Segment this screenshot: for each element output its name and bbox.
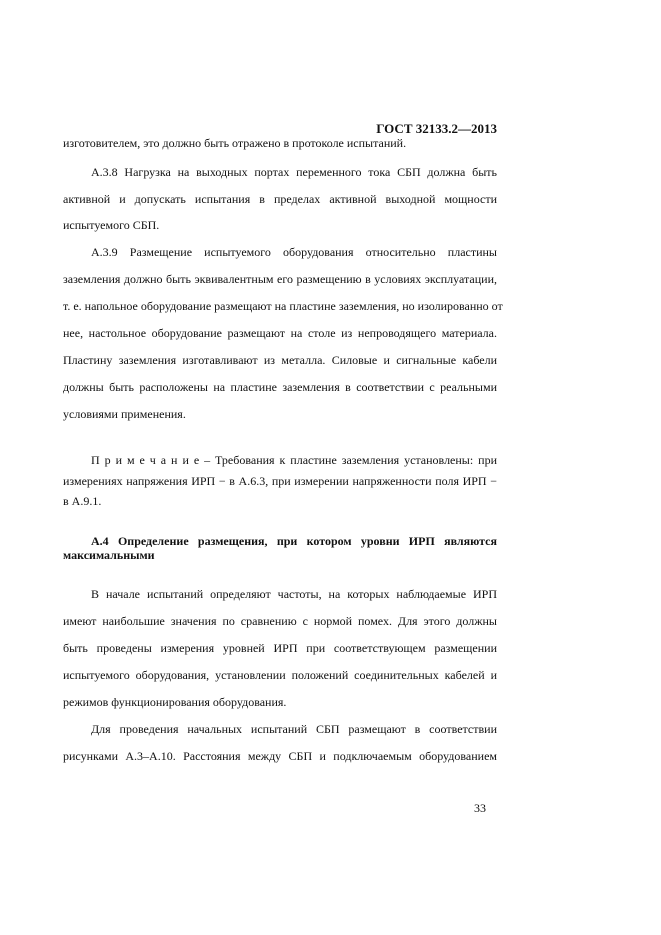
paragraph-line: Пластину заземления изготавливают из металла. Силовые и сигнальные кабели — [63, 353, 497, 367]
paragraph-line: условиями применения. — [63, 407, 186, 421]
paragraph-line: Для проведения начальных испытаний СБП размещают в соответствии — [91, 722, 497, 736]
paragraph-line: в А.9.1. — [63, 494, 102, 508]
paragraph-line: заземления должно быть эквивалентным его размещению в условиях эксплуатации, — [63, 272, 497, 286]
paragraph-line: быть проведены измерения уровней ИРП при соответствующем размещении — [63, 641, 497, 655]
paragraph-line: испытуемого СБП. — [63, 218, 160, 232]
paragraph-line: активной и допускать испытания в пределах активной выходной мощности — [63, 192, 497, 206]
section-heading-line: А.4 Определение размещения, при котором уровни ИРП являются — [91, 534, 497, 548]
section-heading-line: максимальными — [63, 548, 155, 562]
paragraph-line: т. е. напольное оборудование размещают на пластине заземления, но изолированно от — [63, 299, 503, 313]
paragraph-line: испытуемого оборудования, установлении положений соединительных кабелей и — [63, 668, 497, 682]
paragraph-line: А.3.8 Нагрузка на выходных портах переменного тока СБП должна быть — [91, 165, 497, 179]
paragraph-line: измерениях напряжения ИРП − в А.6.3, при измерении напряженности поля ИРП − — [63, 474, 497, 488]
paragraph-line: В начале испытаний определяют частоты, на которых наблюдаемые ИРП — [91, 587, 497, 601]
document-header-gost-number: ГОСТ 32133.2—2013 — [376, 121, 497, 136]
paragraph-line: должны быть расположены на пластине заземления в соответствии с реальными — [63, 380, 497, 394]
paragraph-line: нее, настольное оборудование размещают на столе из непроводящего материала. — [63, 326, 497, 340]
page-number: 33 — [474, 801, 486, 815]
paragraph-line: А.3.9 Размещение испытуемого оборудования относительно пластины — [91, 245, 497, 259]
paragraph-line: изготовителем, это должно быть отражено в протоколе испытаний. — [63, 136, 407, 150]
paragraph-line: имеют наибольшие значения по сравнению с нормой помех. Для этого должны — [63, 614, 497, 628]
paragraph-line: режимов функционирования оборудования. — [63, 695, 287, 709]
paragraph-line: рисунками А.3–А.10. Расстояния между СБП и подключаемым оборудованием — [63, 749, 497, 763]
paragraph-line: П р и м е ч а н и е – Требования к пластине заземления установлены: при — [91, 453, 497, 467]
